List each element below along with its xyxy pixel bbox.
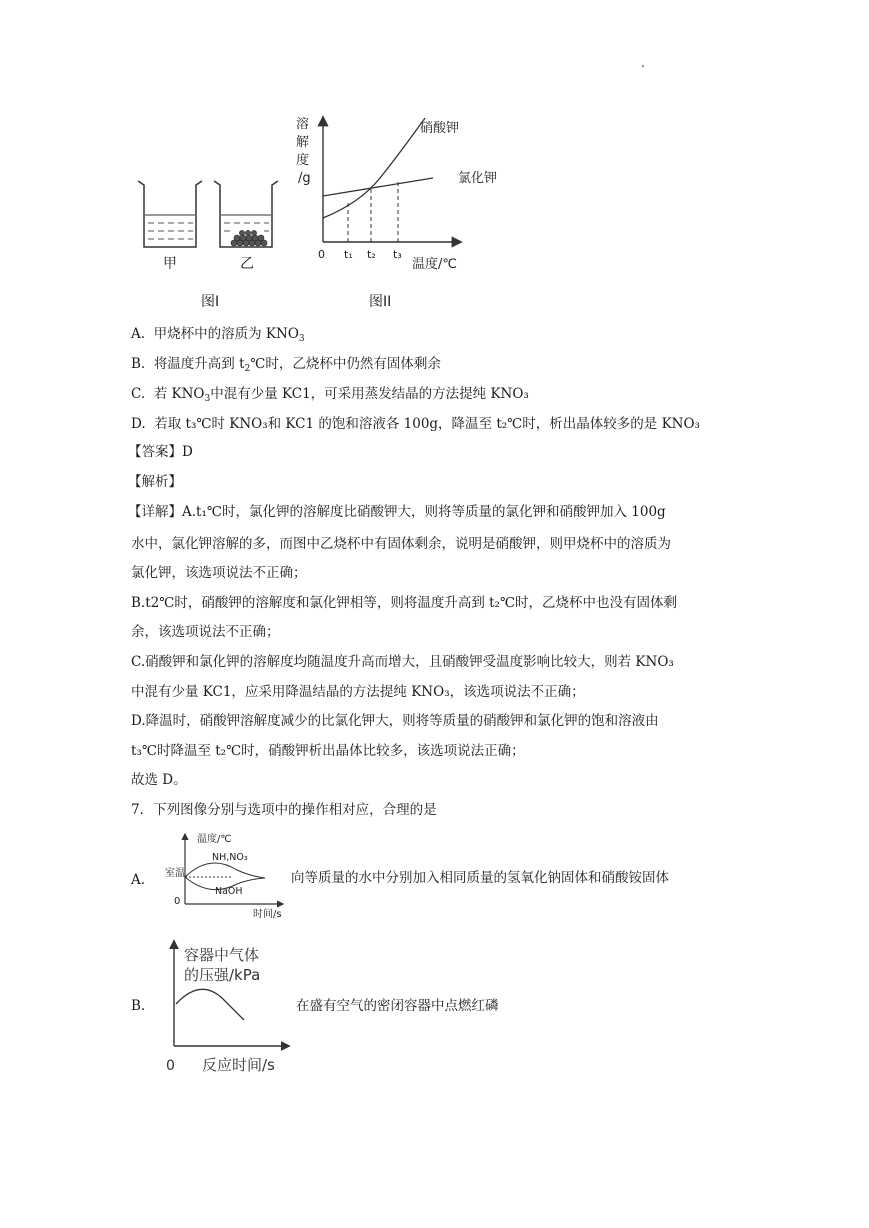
q7a-origin: 0 — [174, 896, 181, 907]
pressure-curve — [176, 989, 244, 1020]
detail-line-4: B.t2℃时，硝酸钾的溶解度和氯化钾相等，则将温度升高到 t₂℃时，乙烧杯中也没有固体剩 — [131, 595, 678, 611]
figure-caption-1: 图I — [201, 294, 220, 310]
q7a-x-label: 时间/s — [253, 909, 282, 918]
analysis-label: 【解析】 — [128, 474, 182, 490]
q7b-origin: 0 — [166, 1058, 175, 1073]
q7-a-graph — [165, 828, 290, 918]
option-d-prefix: D. — [131, 416, 146, 432]
q7a-series-top: NH,NO₃ — [212, 852, 248, 863]
kno3-curve — [323, 118, 425, 218]
option-c-sub: 3 — [204, 394, 211, 404]
q7b-y-label-1: 容器中气体 — [184, 946, 260, 964]
option-c-prefix: C. — [131, 386, 146, 402]
corner-mark: . — [641, 56, 645, 70]
answer-label: 【答案】D — [128, 444, 193, 460]
option-c — [131, 384, 529, 409]
q7-option-b-prefix: B. — [131, 998, 146, 1014]
option-a-sub: 3 — [298, 334, 305, 344]
question-7: 7．下列图像分别与选项中的操作相对应，合理的是 — [131, 802, 437, 818]
q7a-series-bottom: NaOH — [215, 886, 243, 897]
detail-line-9: t₃℃时降温至 t₂℃时，硝酸钾析出晶体比较多，该选项说法正确； — [131, 743, 525, 759]
origin-label: 0 — [318, 248, 325, 261]
y-label-1: 溶 — [296, 117, 310, 132]
q7-option-a-prefix: A. — [131, 872, 146, 888]
option-c-tail: 中混有少量 KC1，可采用蒸发结晶的方法提纯 KNO₃ — [210, 386, 529, 402]
solubility-chart — [290, 108, 510, 278]
detail-line-6: C.硝酸钾和氯化钾的溶解度均随温度升高而增大，且硝酸钾受温度影响比较大，则若 KNO₃ — [131, 654, 674, 670]
detail-line-3: 氯化钾，该选项说法不正确； — [131, 565, 307, 581]
option-a — [131, 324, 305, 349]
beaker-a-label: 甲 — [163, 256, 177, 272]
x-axis-label: 温度/℃ — [412, 257, 457, 272]
option-d — [131, 414, 700, 434]
detail-line-2: 水中，氯化钾溶解的多，而图中乙烧杯中有固体剩余，说明是硝酸钾，则甲烧杯中的溶质为 — [131, 536, 671, 552]
kno3-label: 硝酸钾 — [420, 121, 460, 136]
beaker-b — [214, 181, 278, 247]
option-b-tail: ℃时，乙烧杯中仍然有固体剩余 — [250, 356, 441, 372]
detail-line-8: D.降温时，硝酸钾溶解度减少的比氯化钾大，则将等质量的硝酸钾和氯化钾的饱和溶液由 — [131, 713, 659, 729]
q7-option-b-text: 在盛有空气的密闭容器中点燃红磷 — [296, 998, 499, 1014]
nh4no3-curve — [185, 863, 265, 878]
option-d-text: 若取 t₃℃时 KNO₃和 KC1 的饱和溶液各 100g，降温至 t₂℃时，析出晶体较多的是 KNO₃ — [154, 416, 700, 432]
option-b — [131, 354, 441, 379]
beaker-a — [138, 181, 202, 247]
y-label-3: 度 — [296, 153, 310, 168]
option-b-text: 将温度升高到 t — [153, 356, 245, 372]
q7a-room-temp: 室温 — [165, 868, 185, 879]
tick-t1: t₁ — [344, 248, 353, 261]
detail-line-10: 故选 D。 — [131, 772, 187, 788]
option-a-text: 甲烧杯中的溶质为 KNO — [153, 326, 299, 342]
tick-t3: t₃ — [393, 248, 402, 261]
option-b-sub: 2 — [244, 364, 251, 374]
option-c-text: 若 KNO — [153, 386, 205, 402]
q7b-y-label-2: 的压强/kPa — [184, 966, 261, 984]
q7a-y-label: 温度/℃ — [197, 834, 232, 845]
option-a-prefix: A. — [131, 326, 146, 342]
kcl-label: 氯化钾 — [458, 171, 498, 186]
detail-line-5: 余，该选项说法不正确； — [131, 624, 280, 640]
y-label-4: /g — [298, 171, 311, 186]
y-label-2: 解 — [296, 135, 310, 150]
detail-line-7: 中混有少量 KC1，应采用降温结晶的方法提纯 KNO₃，该选项说法不正确； — [131, 684, 585, 700]
q7b-x-label: 反应时间/s — [202, 1056, 275, 1073]
beaker-figure — [130, 175, 290, 275]
q7-b-graph — [160, 938, 295, 1073]
tick-t2: t₂ — [367, 248, 376, 261]
beaker-b-label: 乙 — [240, 256, 254, 272]
q7-option-a-text: 向等质量的水中分别加入相同质量的氢氧化钠固体和硝酸铵固体 — [291, 870, 669, 886]
detail-line-1: 【详解】A.t₁℃时，氯化钾的溶解度比硝酸钾大，则将等质量的氯化钾和硝酸钾加入 100g — [128, 504, 666, 520]
option-b-prefix: B. — [131, 356, 146, 372]
figure-caption-2: 图II — [369, 294, 392, 310]
